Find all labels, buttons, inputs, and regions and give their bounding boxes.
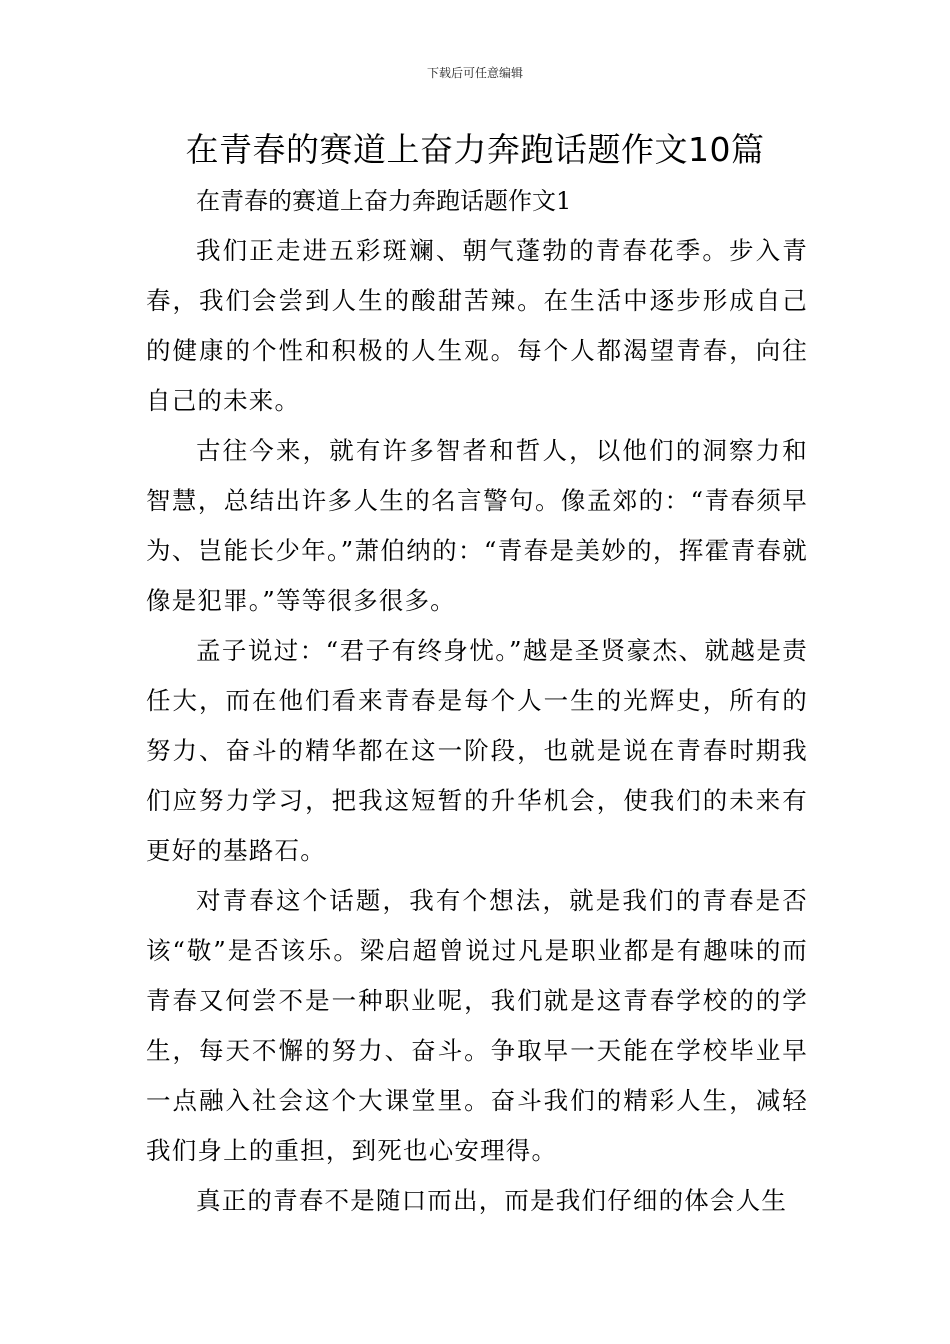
paragraph: 对青春这个话题，我有个想法，就是我们的青春是否该“敬”是否该乐。梁启超曾说过凡是职业都是有趣味的而青春又何尝不是一种职业呢，我们就是这青春学校的的学生，每天不懈的努力、奋斗。争取早一天能在学校毕业早一点融入社会这个大课堂里。奋斗我们的精彩人生，减轻我们身上的重担，到死也心安理得。 <box>146 886 808 1165</box>
header-note: 下载后可任意编辑 <box>426 66 523 80</box>
paragraph: 真正的青春不是随口而出，而是我们仔细的体会人生 <box>196 1186 788 1215</box>
paragraph: 我们正走进五彩斑斓、朝气蓬勃的青春花季。步入青春，我们会尝到人生的酸甜苦辣。在生活中逐步形成自己的健康的个性和积极的人生观。每个人都渴望青春，向往自己的未来。 <box>146 236 808 415</box>
paragraph: 古往今来，就有许多智者和哲人，以他们的洞察力和智慧，总结出许多人生的名言警句。像孟郊的：“青春须早为、岂能长少年。”萧伯纳的：“青春是美妙的，挥霍青春就像是犯罪。”等等很多很多。 <box>146 436 808 615</box>
document-body <box>146 176 808 1226</box>
paragraph: 孟子说过：“君子有终身忧。”越是圣贤豪杰、就越是责任大，而在他们看来青春是每个人一生的光辉史，所有的努力、奋斗的精华都在这一阶段，也就是说在青春时期我们应努力学习，把我这短暂的升华机会，使我们的未来有更好的基路石。 <box>146 636 808 865</box>
document-title: 在青春的赛道上奋力奔跑话题作文10篇 <box>185 130 765 169</box>
essay-subheading: 在青春的赛道上奋力奔跑话题作文1 <box>196 187 572 215</box>
